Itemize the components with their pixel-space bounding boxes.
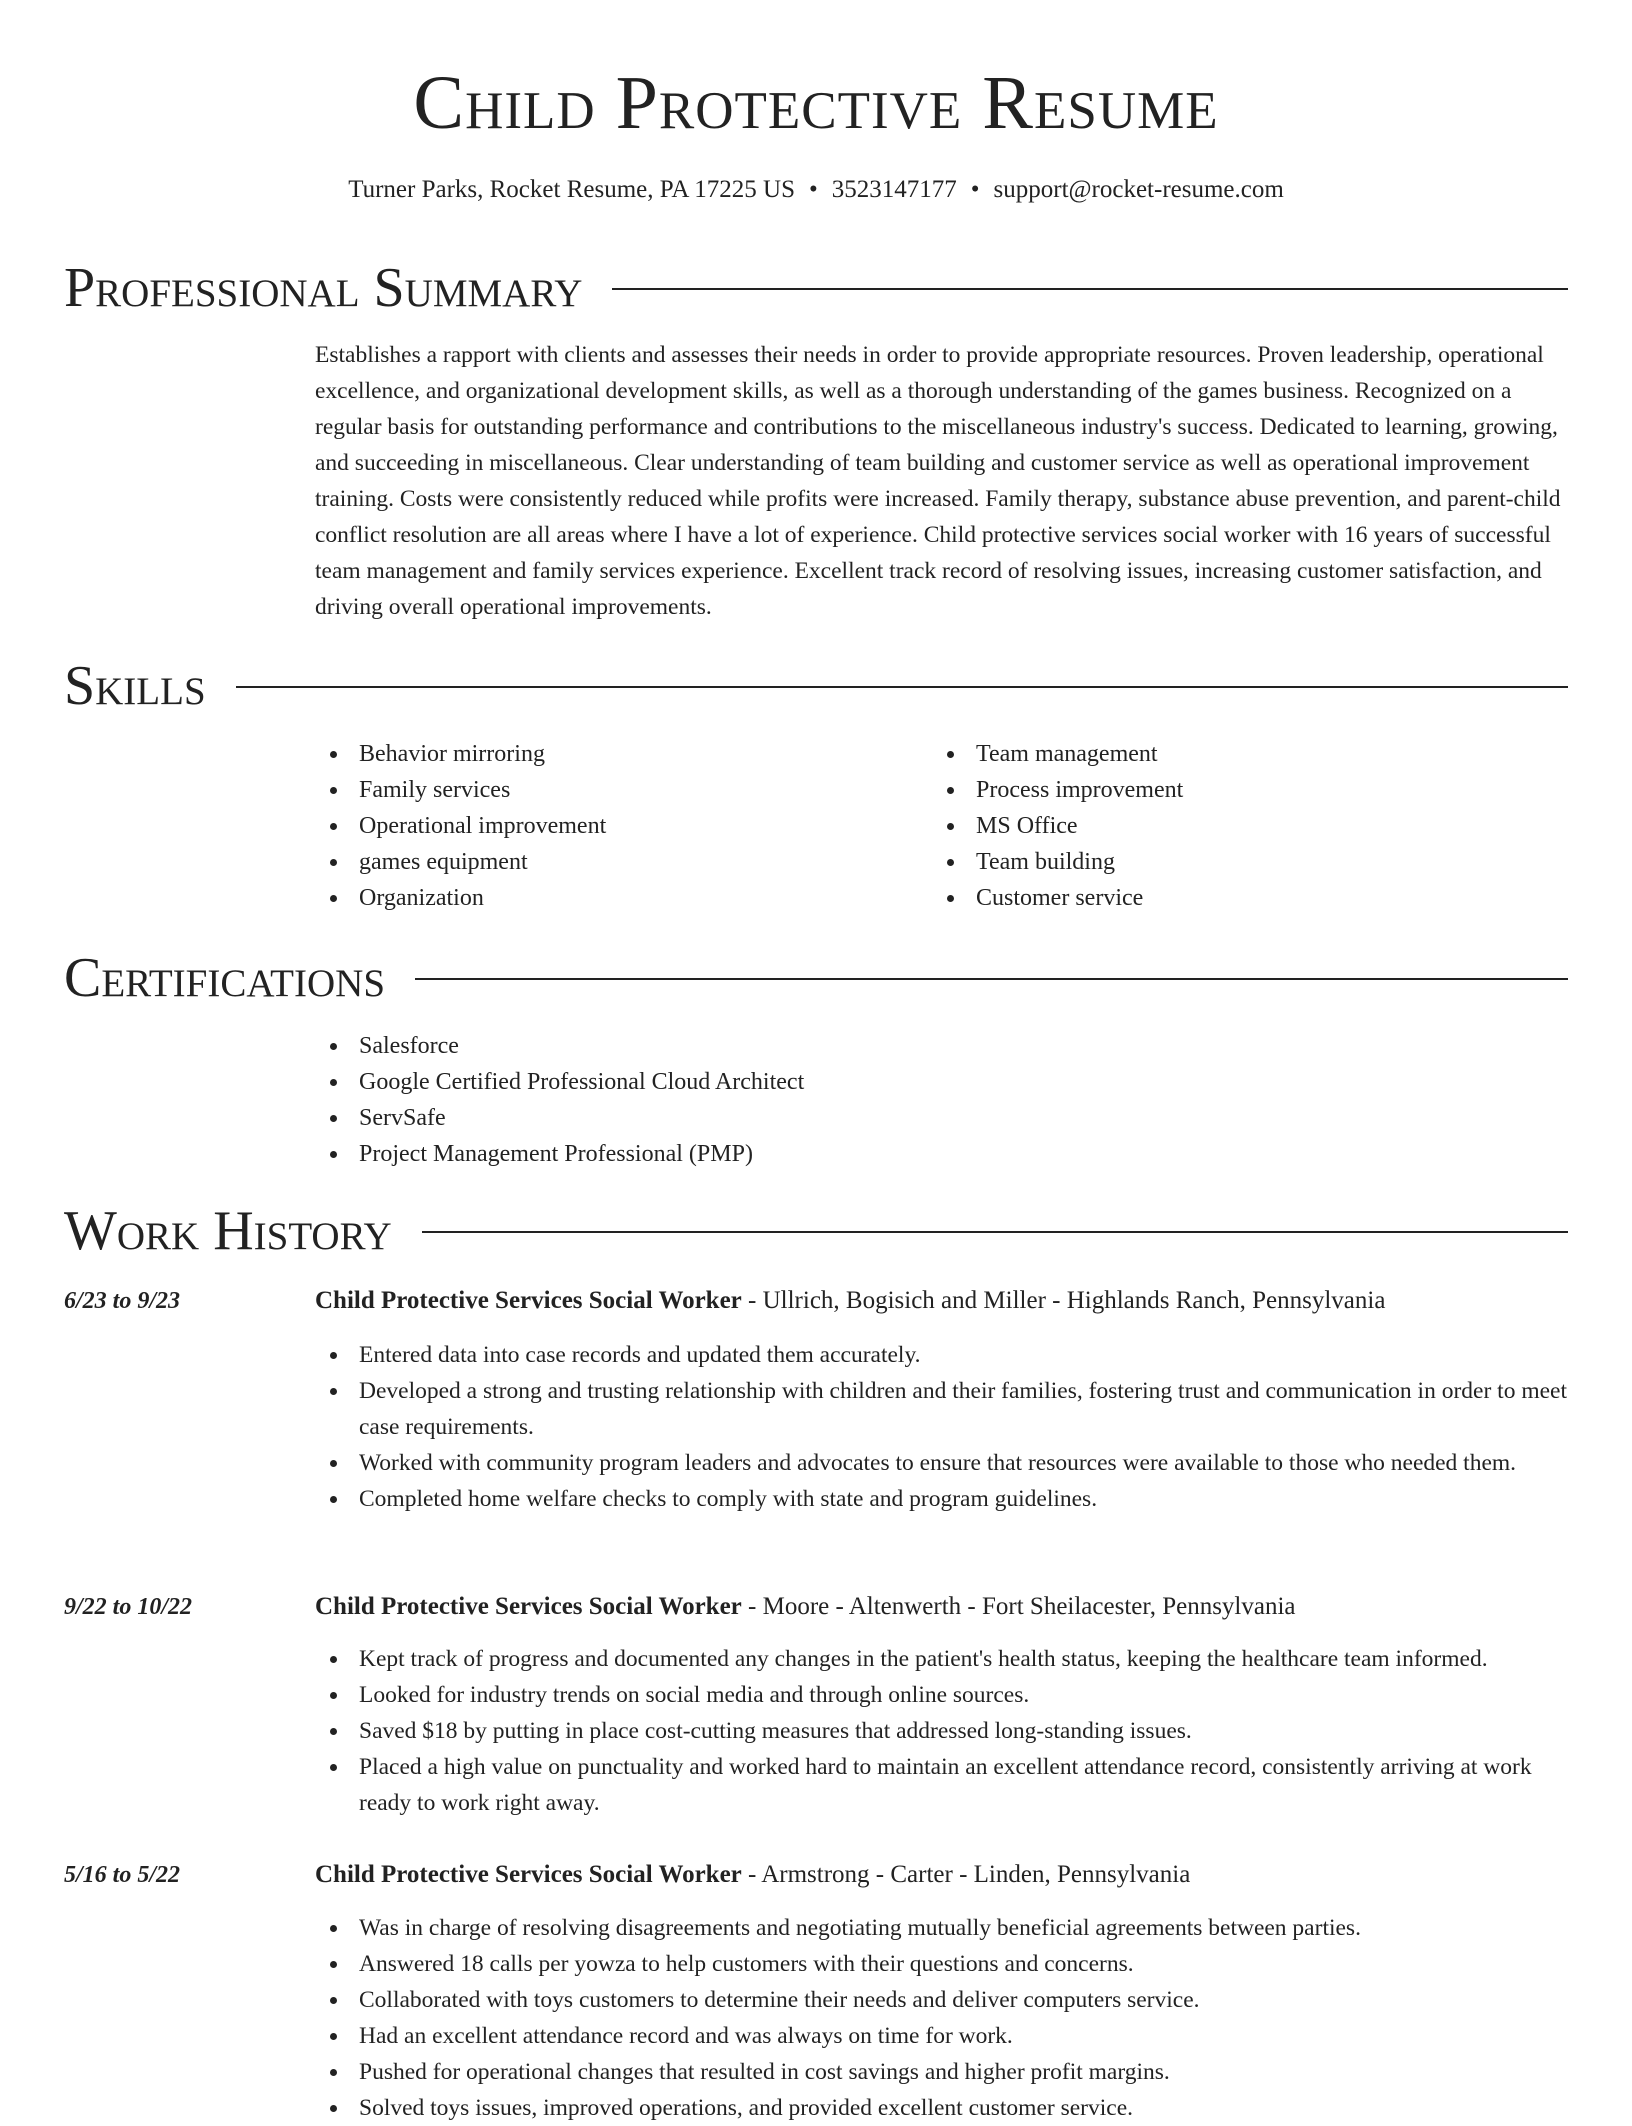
skill-item: Operational improvement bbox=[315, 808, 915, 844]
section-divider bbox=[415, 978, 1568, 980]
job-bullet: Collaborated with toys customers to determine their needs and deliver computers service. bbox=[315, 1982, 1575, 2018]
skill-item: Behavior mirroring bbox=[315, 736, 915, 772]
certifications-heading: Certifications bbox=[64, 947, 386, 1009]
contact-line bbox=[0, 172, 1632, 208]
skill-item: games equipment bbox=[315, 844, 915, 880]
skills-section-header bbox=[64, 655, 1568, 717]
job-bullet: Answered 18 calls per yowza to help customers with their questions and concerns. bbox=[315, 1946, 1575, 1982]
summary-heading: Professional Summary bbox=[64, 257, 583, 319]
job-employer: - Moore - Altenwerth - Fort Sheilacester, Pennsylvania bbox=[741, 1593, 1296, 1620]
job-dates: 5/16 to 5/22 bbox=[64, 1862, 181, 1888]
job-title: Child Protective Services Social Worker bbox=[315, 1861, 742, 1888]
job-bullet: Saved $18 by putting in place cost-cutting measures that addressed long-standing issues. bbox=[315, 1713, 1575, 1749]
job-header bbox=[315, 1857, 1575, 1893]
contact-email[interactable]: support@rocket-resume.com bbox=[993, 176, 1284, 203]
job-bullet: Entered data into case records and updated them accurately. bbox=[315, 1337, 1575, 1373]
job-bullet: Had an excellent attendance record and was always on time for work. bbox=[315, 2018, 1575, 2054]
skill-item: Organization bbox=[315, 880, 915, 916]
section-divider bbox=[236, 686, 1568, 688]
job-header bbox=[315, 1283, 1575, 1319]
resume-title: Child Protective Resume bbox=[413, 61, 1219, 145]
certification-item: Salesforce bbox=[315, 1028, 1565, 1064]
certification-item: Google Certified Professional Cloud Architect bbox=[315, 1064, 1565, 1100]
job-bullet: Was in charge of resolving disagreements and negotiating mutually beneficial agreements between parties. bbox=[315, 1910, 1575, 1946]
job-bullet: Solved toys issues, improved operations, and provided excellent customer service. bbox=[315, 2090, 1575, 2126]
skill-item: Team building bbox=[932, 844, 1532, 880]
job-header bbox=[315, 1589, 1575, 1625]
summary-text: Establishes a rapport with clients and assesses their needs in order to provide appropriate resources. Proven leadership, operational excellence, and organizational development skills, as well as a thorough understanding of the games business. Recognized on a regular basis for outstanding performance and contributions to the miscellaneous industry's success. Dedicated to learning, growing, and succeeding in miscellaneous. Clear understanding of team building and customer service as well as operational improvement training. Costs were consistently reduced while profits were increased. Family therapy, substance abuse prevention, and parent-child conflict resolution are all areas where I have a lot of experience. Child protective services social worker with 16 years of successful team management and family services experience. Excellent track record of resolving issues, increasing customer satisfaction, and driving overall operational improvements. bbox=[315, 342, 1561, 620]
job-bullet: Completed home welfare checks to comply with state and program guidelines. bbox=[315, 1481, 1575, 1517]
certification-item: ServSafe bbox=[315, 1100, 1565, 1136]
contact-separator: • bbox=[808, 176, 818, 203]
job-bullets bbox=[315, 1910, 1575, 2126]
summary-section-header bbox=[64, 257, 1568, 319]
job-bullet: Worked with community program leaders and advocates to ensure that resources were available to those who needed them. bbox=[315, 1445, 1575, 1481]
skill-item: Process improvement bbox=[932, 772, 1532, 808]
certifications-list bbox=[315, 1028, 1565, 1172]
job-title: Child Protective Services Social Worker bbox=[315, 1593, 742, 1620]
job-bullet: Placed a high value on punctuality and worked hard to maintain an excellent attendance record, consistently arriving at work ready to work right away. bbox=[315, 1749, 1575, 1821]
certification-item: Project Management Professional (PMP) bbox=[315, 1136, 1565, 1172]
job-bullet: Pushed for operational changes that resulted in cost savings and higher profit margins. bbox=[315, 2054, 1575, 2090]
contact-phone: 3523147177 bbox=[831, 176, 957, 203]
contact-separator: • bbox=[970, 176, 980, 203]
skills-list-left bbox=[315, 736, 915, 916]
work-heading: Work History bbox=[64, 1200, 392, 1262]
job-bullet: Looked for industry trends on social media and through online sources. bbox=[315, 1677, 1575, 1713]
job-dates: 6/23 to 9/23 bbox=[64, 1288, 181, 1314]
job-bullet: Kept track of progress and documented any changes in the patient's health status, keeping the healthcare team informed. bbox=[315, 1641, 1575, 1677]
skill-item: MS Office bbox=[932, 808, 1532, 844]
work-section-header bbox=[64, 1200, 1568, 1262]
skill-item: Customer service bbox=[932, 880, 1532, 916]
job-bullets bbox=[315, 1641, 1575, 1821]
skills-list-right bbox=[932, 736, 1532, 916]
job-bullets bbox=[315, 1337, 1575, 1517]
certifications-section-header bbox=[64, 947, 1568, 1009]
job-dates: 9/22 to 10/22 bbox=[64, 1594, 193, 1620]
job-employer: - Ullrich, Bogisich and Miller - Highlands Ranch, Pennsylvania bbox=[741, 1287, 1386, 1314]
skill-item: Team management bbox=[932, 736, 1532, 772]
job-employer: - Armstrong - Carter - Linden, Pennsylvania bbox=[741, 1861, 1191, 1888]
job-title: Child Protective Services Social Worker bbox=[315, 1287, 742, 1314]
section-divider bbox=[422, 1231, 1568, 1233]
skills-heading: Skills bbox=[64, 655, 206, 717]
job-bullet: Developed a strong and trusting relationship with children and their families, fostering trust and communication in order to meet case requirements. bbox=[315, 1373, 1575, 1445]
skill-item: Family services bbox=[315, 772, 915, 808]
contact-address: Turner Parks, Rocket Resume, PA 17225 US bbox=[348, 176, 795, 203]
section-divider bbox=[612, 288, 1568, 290]
